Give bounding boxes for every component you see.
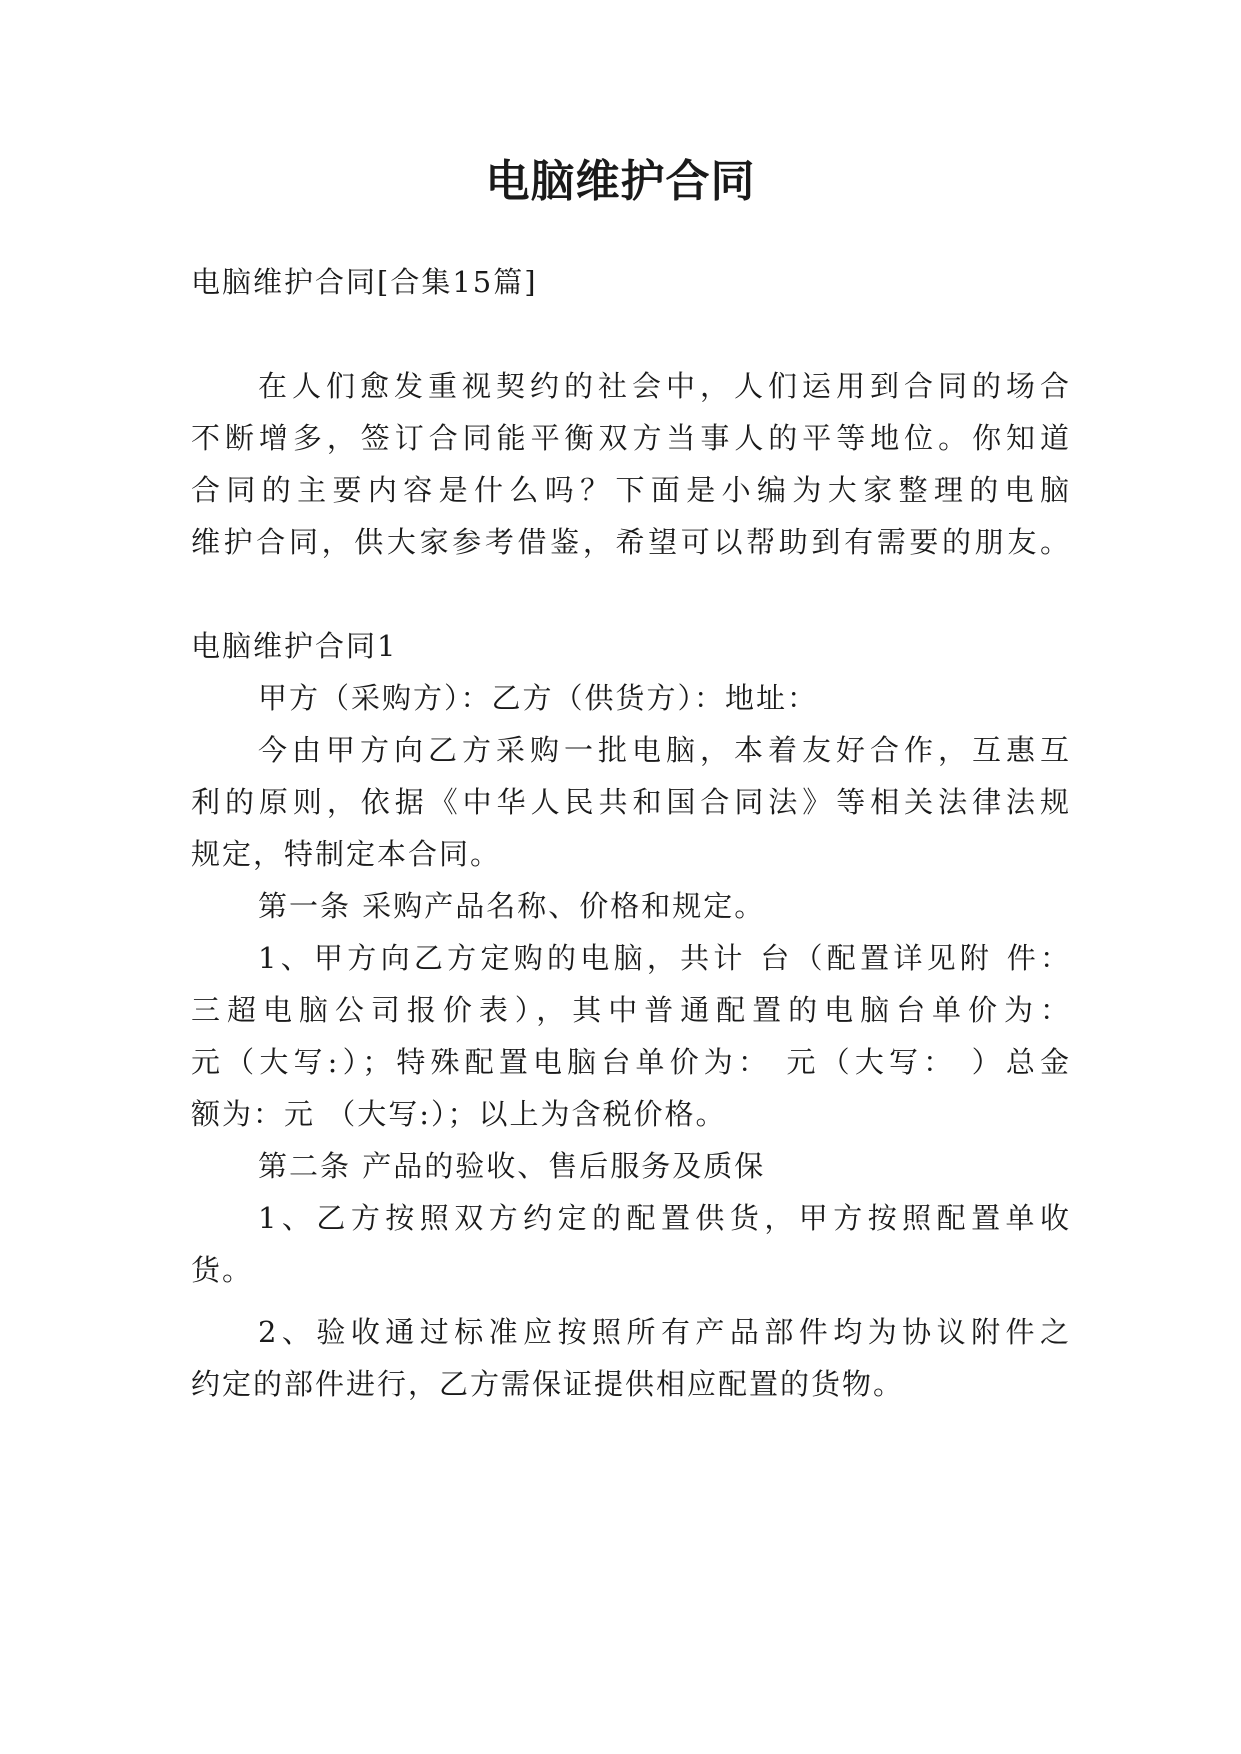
body-line: 货。 (191, 1253, 254, 1287)
body-line: 三超电脑公司报价表），其中普通配置的电脑台单价为： (191, 993, 1071, 1027)
clause-heading: 第一条 采购产品名称、价格和规定。 (258, 889, 766, 923)
body-line: 额为：元 （大写:）；以上为含税价格。 (191, 1097, 727, 1131)
clause-heading: 第二条 产品的验收、售后服务及质保 (258, 1149, 766, 1183)
intro-line: 不断增多，签订合同能平衡双方当事人的平等地位。你知道 (191, 421, 1071, 455)
intro-line: 在人们愈发重视契约的社会中，人们运用到合同的场合 (258, 369, 1071, 403)
body-line: 今由甲方向乙方采购一批电脑，本着友好合作，互惠互 (258, 733, 1071, 767)
body-line: 2、验收通过标准应按照所有产品部件均为协议附件之 (258, 1315, 1071, 1349)
intro-line: 维护合同，供大家参考借鉴，希望可以帮助到有需要的朋友。 (191, 525, 1071, 559)
body-line: 1、甲方向乙方定购的电脑，共计 台（配置详见附 件： (258, 941, 1071, 975)
intro-line: 合同的主要内容是什么吗？下面是小编为大家整理的电脑 (191, 473, 1071, 507)
body-line: 1、乙方按照双方约定的配置供货，甲方按照配置单收 (258, 1201, 1071, 1235)
body-line: 元（大写:）；特殊配置电脑台单价为： 元（大写： ）总金 (191, 1045, 1071, 1079)
body-line: 利的原则，依据《中华人民共和国合同法》等相关法律法规 (191, 785, 1071, 819)
document-subtitle: 电脑维护合同[合集15篇] (191, 265, 538, 299)
section-heading: 电脑维护合同1 (191, 629, 398, 663)
body-line: 规定，特制定本合同。 (191, 837, 502, 871)
document-title: 电脑维护合同 (485, 156, 756, 207)
body-line: 甲方（采购方）：乙方（供货方）：地址： (258, 681, 819, 715)
body-line: 约定的部件进行，乙方需保证提供相应配置的货物。 (191, 1367, 905, 1401)
